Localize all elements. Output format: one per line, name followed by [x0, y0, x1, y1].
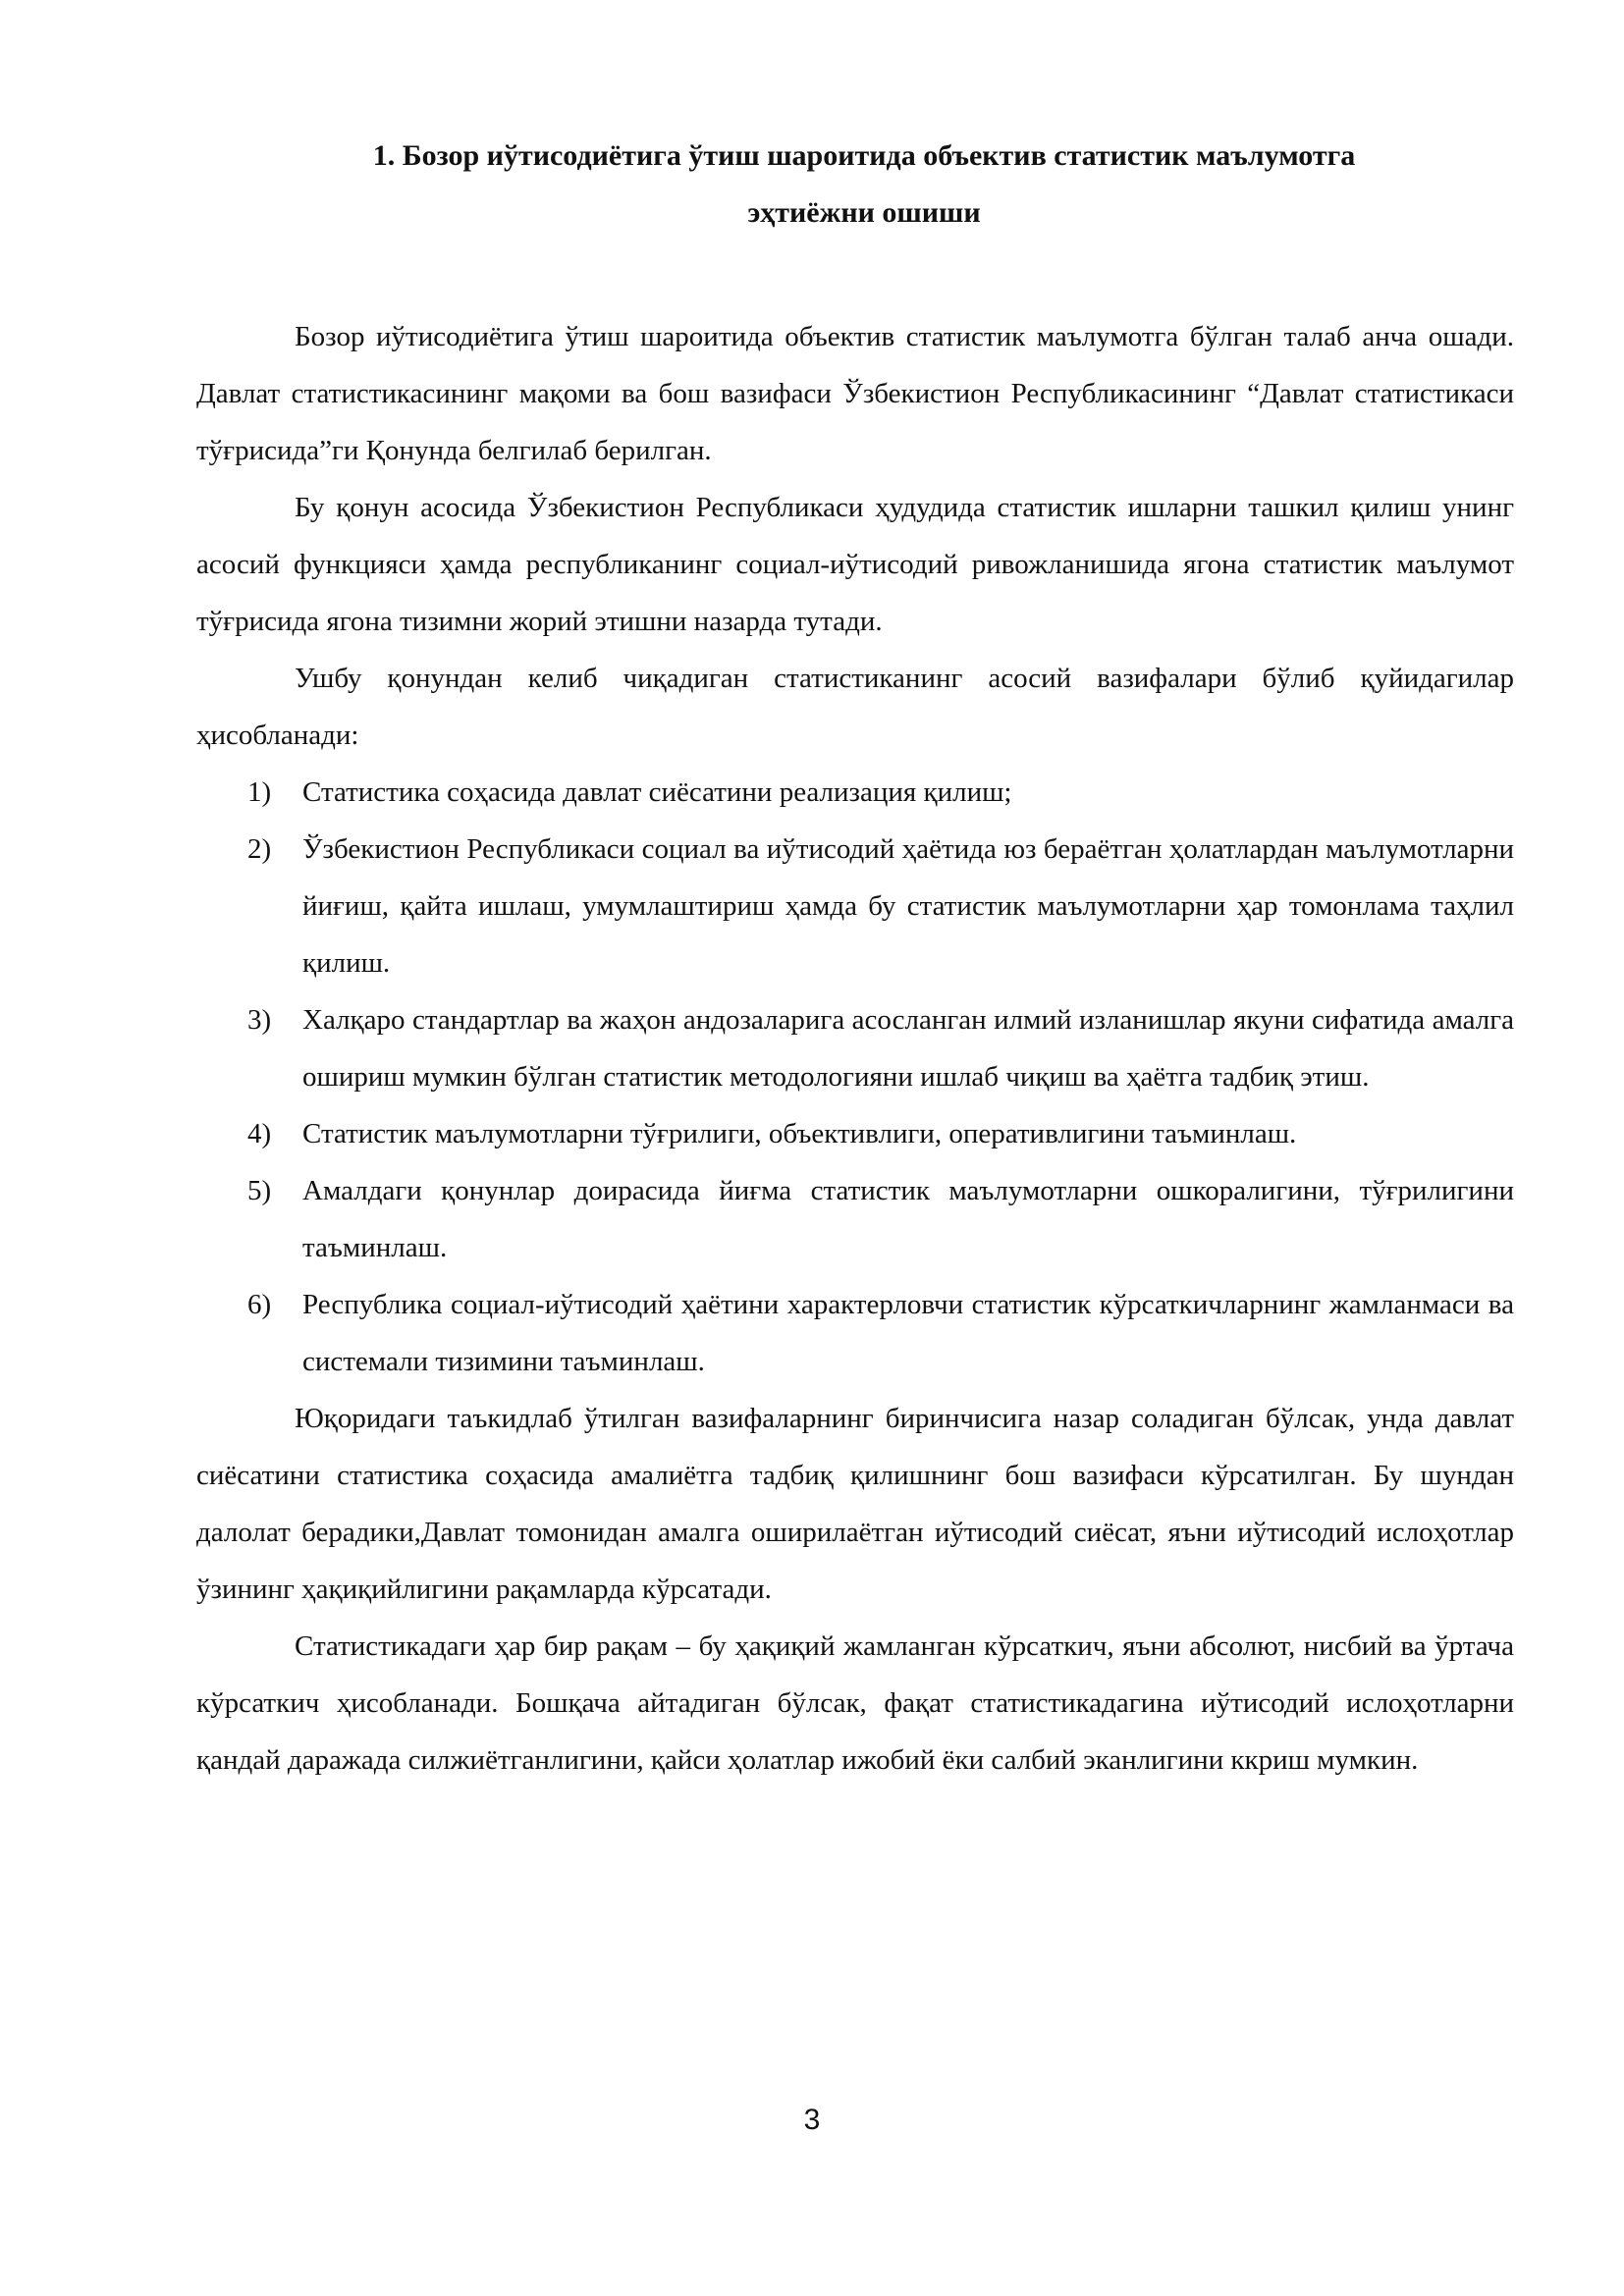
section-title	[196, 128, 1532, 241]
paragraph: Статистикадаги ҳар бир рақам – бу ҳақиқий жамланган кўрсаткич, яъни абсолют, нисбий ва ўртача кўрсаткич ҳисобланади. Бошқача айтадиган бўлсак, фақат статистикадагина иўтисодий ислоҳотларни қандай даражада силжиётганлигини, қайси ҳолатлар ижобий ёки салбий эканлигини ккриш мумкин.	[196, 1630, 1514, 1776]
paragraph: Бозор иўтисодиётига ўтиш шароитида объектив статистик маълумотга бўлган талаб анча ошади. Давлат статистикасининг мақоми ва бош вазифаси Ўзбекистион Республикасининг “Давлат статистикаси тўғрисида”ги Қонунда белгилаб берилган.	[196, 321, 1514, 466]
list-item-text: Халқаро стандартлар ва жаҳон андозаларига асосланган илмий изланишлар якуни сифатида амалга ошириш мумкин бўлган статистик методологияни ишлаб чиқиш ва ҳаётга тадбиқ этиш.	[302, 1004, 1514, 1093]
list-item-number: 5)	[247, 1175, 272, 1206]
list-item-number: 4)	[247, 1118, 272, 1149]
paragraph: Ушбу қонундан келиб чиқадиган статистиканинг асосий вазифалари бўлиб қуйидагилар ҳисобланади:	[196, 663, 1514, 751]
list-item-text: Статистика соҳасида давлат сиёсатини реализация қилиш;	[302, 776, 1012, 808]
page-number: 3	[803, 2104, 821, 2136]
tasks-list	[196, 764, 1514, 1390]
paragraph: Юқоридаги таъкидлаб ўтилган вазифаларнинг биринчисига назар соладиган бўлсак, унда давлат сиёсатини статистика соҳасида амалиётга тадбиқ қилишнинг бош вазифаси кўрсатилган. Бу шундан далолат берадики,Давлат томонидан амалга оширилаётган иўтисодий сиёсат, яъни иўтисодий ислоҳотлар ўзининг ҳақиқийлигини рақамларда кўрсатади.	[196, 1403, 1514, 1605]
list-item	[196, 821, 1514, 991]
list-item	[196, 1162, 1514, 1276]
list-item-text: Республика социал-иўтисодий ҳаётини характерловчи статистик кўрсаткичларнинг жамланмаси ва системали тизимини таъминлаш.	[302, 1289, 1514, 1377]
list-item-number: 6)	[247, 1289, 272, 1320]
paragraph: Бу қонун асосида Ўзбекистион Республикаси ҳудудида статистик ишларни ташкил қилиш унинг асосий функцияси ҳамда республиканинг социал-иўтисодий ривожланишида ягона статистик маълумот тўғрисида ягона тизимни жорий этишни назарда тутади.	[196, 492, 1514, 637]
section-title-line-1: 1. Бозор иўтисодиётига ўтиш шароитида объектив статистик маълумотга	[372, 139, 1356, 172]
list-item-text: Статистик маълумотларни тўғрилиги, объективлиги, оперативлигини таъминлаш.	[302, 1118, 1297, 1149]
list-item-number: 3)	[247, 1004, 272, 1036]
list-item	[196, 1105, 1514, 1162]
list-item-text: Ўзбекистион Республикаси социал ва иўтисодий ҳаётида юз бераётган ҳолатлардан маълумотларни йиғиш, қайта ишлаш, умумлаштириш ҳамда бу статистик маълумотларни ҳар томонлама таҳлил қилиш.	[302, 833, 1514, 979]
list-item	[196, 1276, 1514, 1390]
list-item	[196, 991, 1514, 1105]
list-item	[196, 764, 1514, 821]
list-item-text: Амалдаги қонунлар доирасида йиғма статистик маълумотларни ошкоралигини, тўғрилигини таъминлаш.	[302, 1175, 1514, 1263]
document-body	[196, 308, 1514, 1789]
list-item-number: 1)	[247, 776, 272, 808]
section-title-line-2: эҳтиёжни ошиши	[747, 196, 981, 229]
list-item-number: 2)	[247, 833, 272, 865]
